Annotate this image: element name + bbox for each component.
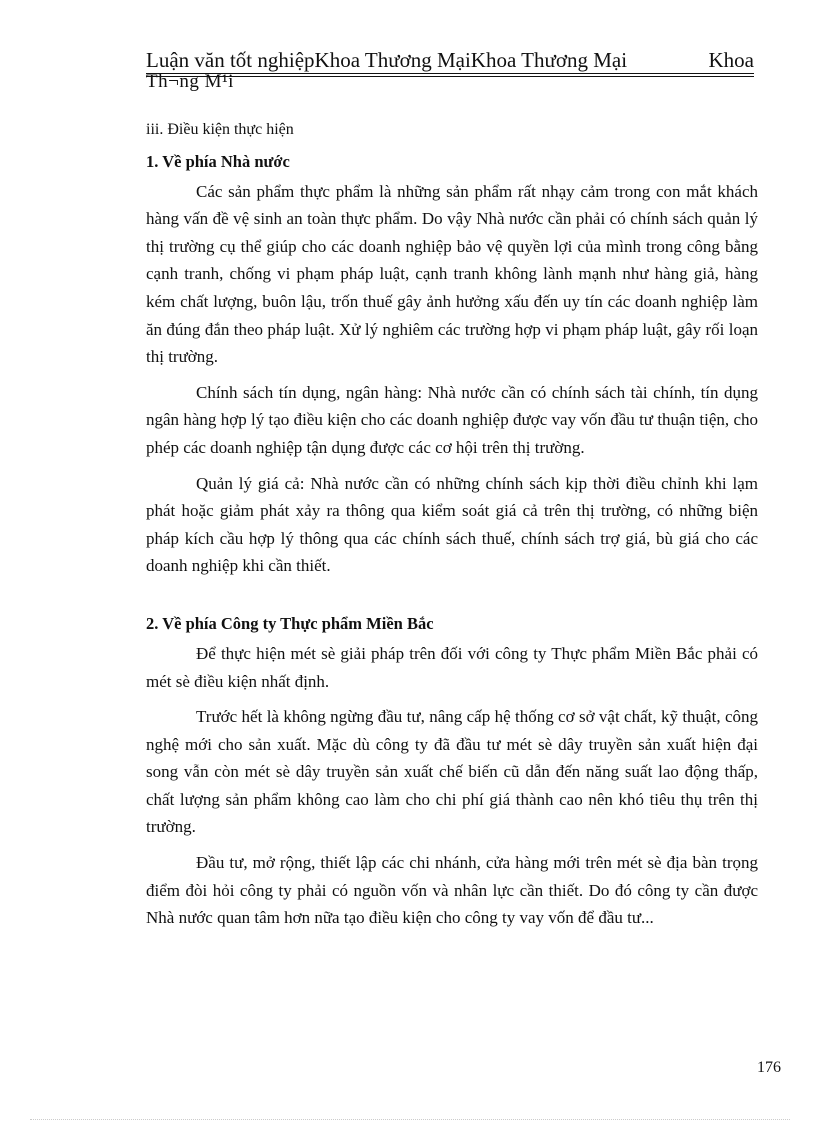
header-title: Luận văn tốt nghiệpKhoa Thương MạiKhoa Thương Mại [146, 48, 628, 72]
paragraph: Để thực hiện mét sè giải pháp trên đối với công ty Thực phẩm Miền Bắc phải có mét sè điều kiện nhất định. [146, 643, 758, 691]
heading-part-2: 2. Về phía Công ty Thực phẩm Miền Bắc [146, 613, 434, 633]
paragraph: Chính sách tín dụng, ngân hàng: Nhà nước cần có chính sách tài chính, tín dụng ngân hàng hợp lý tạo điều kiện cho các doanh nghiệp được vay vốn đầu tư thuận tiện, cho phép các doanh nghiệp tận dụng được các cơ hội trên thị trường. [146, 382, 758, 457]
section-gap [146, 580, 758, 610]
section-label: iii. Điều kiện thực hiện [146, 121, 294, 138]
header-line-1 [146, 48, 754, 72]
paragraph: Trước hết là không ngừng đầu tư, nâng cấp hệ thống cơ sở vật chất, kỹ thuật, công nghệ mới cho sản xuất. Mặc dù công ty đã đầu tư mét sè dây truyền sản xuất hiện đại song vẫn còn mét sè dây truyền sản xuất chế biến cũ dẫn đến năng suất lao động thấp, chất lượng sản phẩm không cao làm cho chi phí giá thành cao nên khó tiêu thụ trên thị trường. [146, 707, 758, 837]
header-double-rule [146, 73, 754, 77]
body-content [146, 116, 758, 932]
header-title-right: Khoa [708, 48, 754, 72]
paragraph: Quản lý giá cả: Nhà nước cần có những chính sách kịp thời điều chỉnh khi lạm phát hoặc giảm phát xảy ra thông qua kiểm soát giá cả trên thị trường, có những biện pháp kích cầu hợp lý thông qua các chính sách thuế, chính sách trợ giá, bù giá cho các doanh nghiệp khi cần thiết. [146, 473, 758, 576]
running-header [146, 48, 754, 92]
header-line-2: Th¬ng M¹i [146, 71, 234, 92]
paragraph: Đầu tư, mở rộng, thiết lập các chi nhánh, cửa hàng mới trên mét sè địa bàn trọng điểm đòi hỏi công ty phải có nguồn vốn và nhân lực cần thiết. Do đó công ty cần được Nhà nước quan tâm hơn nữa tạo điều kiện cho công ty vay vốn để đầu tư... [146, 853, 758, 928]
page-number: 176 [757, 1059, 781, 1076]
paragraph: Các sản phẩm thực phẩm là những sản phẩm rất nhạy cảm trong con mắt khách hàng vấn đề vệ sinh an toàn thực phẩm. Do vậy Nhà nước cần phải có chính sách quản lý thị trường cụ thể giúp cho các doanh nghiệp bảo vệ quyền lợi của mình trong công bằng cạnh tranh, chống vi phạm pháp luật, cạnh tranh không lành mạnh như hàng giả, hàng kém chất lượng, buôn lậu, trốn thuế gây ảnh hưởng xấu đến uy tín các doanh nghiệp làm ăn đúng đắn theo pháp luật. Xử lý nghiêm các trường hợp vi phạm pháp luật, gây rối loạn thị trường. [146, 181, 758, 367]
heading-part-1: 1. Về phía Nhà nước [146, 151, 290, 171]
page-bottom-rule [30, 1119, 790, 1120]
